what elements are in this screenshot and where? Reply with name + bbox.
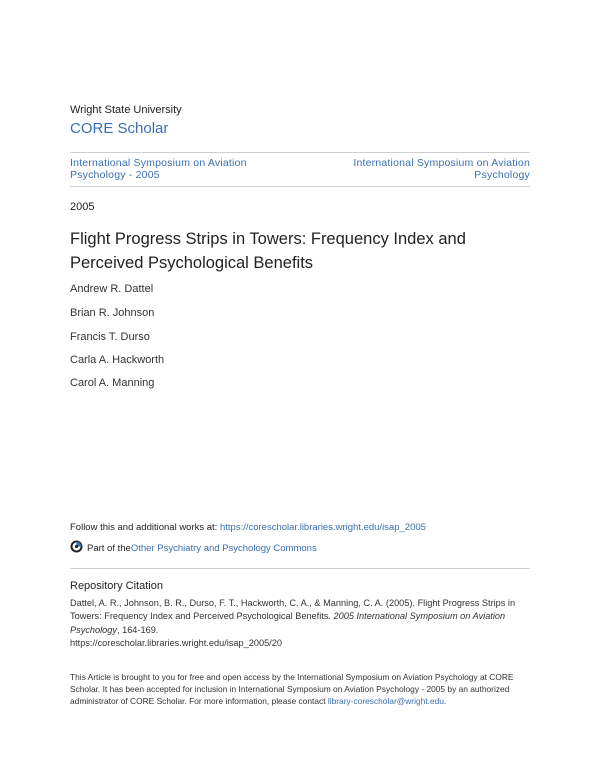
collection-url-link[interactable]: https://corescholar.libraries.wright.edu/isap_2005 [219, 522, 426, 533]
part-of-line [70, 540, 317, 556]
citation-main: Dattel, A. R., Johnson, B. R., Durso, F. T., Hackworth, C. A., & Manning, C. A. (2005). Flight Progress Strips in Towers: Frequency Index and Perceived Psychological Benefits. [70, 598, 516, 622]
core-scholar-link[interactable]: CORE Scholar [70, 120, 169, 137]
follow-line [70, 522, 426, 533]
article-title: Flight Progress Strips in Towers: Frequency Index and Perceived Psychological Benefits [70, 230, 466, 272]
author-5: Carol A. Manning [70, 377, 155, 389]
citation-journal: 2005 International Symposium on Aviation Psychology [70, 611, 506, 635]
series-link-parent[interactable]: International Symposium on Aviation Psychology [353, 157, 530, 181]
citation-text [70, 597, 540, 650]
commons-icon [70, 540, 87, 556]
university-name: Wright State University [70, 104, 182, 116]
publication-year: 2005 [70, 201, 95, 213]
series-link-2005[interactable]: International Symposium on Aviation Psychology - 2005 [70, 157, 247, 181]
notice-text: This Article is brought to you for free and open access by the International Symposium on Aviation Psychology at CORE Scholar. It has been accepted for inclusion in International Symposium on Aviation Psychology - 2005 by an authorized administrator of CORE Scholar. For more information, please contact [70, 672, 514, 707]
author-1: Andrew R. Dattel [70, 283, 154, 295]
author-3: Francis T. Durso [70, 331, 150, 343]
citation-pages: , 164-169. [116, 624, 159, 635]
follow-prefix: Follow this and additional works at: [70, 522, 220, 533]
access-notice [70, 671, 540, 708]
notice-end: . [443, 696, 447, 707]
citation-url: https://corescholar.libraries.wright.edu/isap_2005/20 [70, 637, 282, 648]
author-4: Carla A. Hackworth [70, 354, 165, 366]
author-2: Brian R. Johnson [70, 307, 155, 319]
citation-divider [70, 568, 530, 569]
part-of-prefix: Part of the [87, 542, 131, 554]
repository-citation-heading: Repository Citation [70, 580, 163, 592]
commons-link[interactable]: Other Psychiatry and Psychology Commons [130, 542, 317, 554]
contact-email-link[interactable]: library-corescholar@wright.edu [327, 696, 444, 707]
top-divider [70, 152, 530, 153]
series-divider [70, 186, 530, 187]
